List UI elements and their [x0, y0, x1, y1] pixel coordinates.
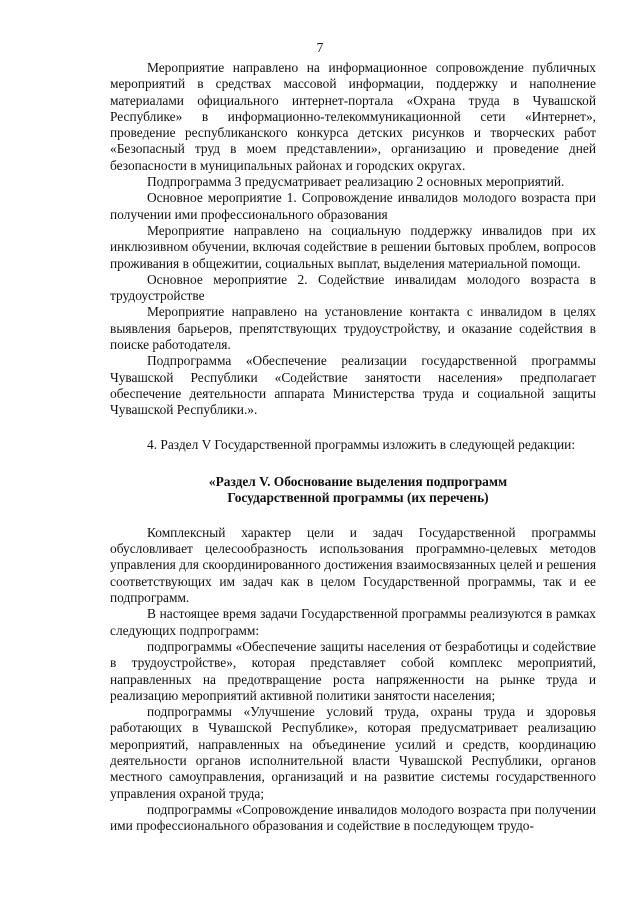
paragraph: Мероприятие направлено на установление контакта с инвалидом в целях выявления барьеров, препятствующих трудоустройству, и оказание содействия в поиске работодателя.	[110, 304, 596, 353]
paragraph: В настоящее время задачи Государственной программы реализуются в рамках следующих подпрограмм:	[110, 606, 596, 638]
paragraph: подпрограммы «Обеспечение защиты населения от безработицы и содействие в трудоустройстве», которая представляет собой комплекс мероприятий, направленных на предотвращение роста напряженности на рынке труда и реализацию мероприятий активной политики занятости населения;	[110, 638, 596, 703]
amendment-item-4: 4. Раздел V Государственной программы изложить в следующей редакции:	[147, 436, 576, 452]
document-body	[110, 60, 596, 834]
paragraph: Подпрограмма 3 предусматривает реализацию 2 основных мероприятий.	[147, 174, 565, 190]
paragraph: Основное мероприятие 1. Сопровождение инвалидов молодого возраста при получении ими профессионального образования	[110, 190, 596, 222]
paragraph: Мероприятие направлено на социальную поддержку инвалидов при их инклюзивном обучении, включая содействие в решении бытовых проблем, вопросов проживания в общежитии, социальных выплат, выделения материальной помощи.	[110, 222, 596, 271]
paragraph: Подпрограмма «Обеспечение реализации государственной программы Чувашской Республики «Содействие занятости населения» предполагает обеспечение деятельности аппарата Министерства труда и социальной защиты Чувашской Республики.».	[110, 353, 596, 418]
section-heading-line-2: Государственной программы (их перечень)	[227, 489, 489, 505]
paragraph: Мероприятие направлено на информационное сопровождение публичных мероприятий в средствах массовой информации, поддержку и наполнение материалами официального интернет-портала «Охрана труда в Чувашской Республике» в информационно-телекоммуникационной сети «Интернет», проведение республиканского конкурса детских рисунков и творческих работ «Безопасный труд в моем представлении», организацию и проведение дней безопасности в муниципальных районах и городских округах.	[110, 60, 596, 173]
paragraph: Основное мероприятие 2. Содействие инвалидам молодого возраста в трудоустройстве	[110, 271, 596, 304]
page-number: 7	[316, 40, 324, 55]
section-heading-line-1: «Раздел V. Обоснование выделения подпрограмм	[208, 473, 508, 489]
paragraph: подпрограммы «Улучшение условий труда, охраны труда и здоровья работающих в Чувашской Республике», которая предусматривает реализацию мероприятий, направленных на объединение усилий и средств, координацию деятельности органов исполнительной власти Чувашской Республики, органов местного самоуправления, организаций и на развитие системы государственного управления охраной труда;	[110, 704, 596, 801]
paragraph: подпрограммы «Сопровождение инвалидов молодого возраста при получении ими профессионального образования и содействие в последующем трудо-	[110, 801, 596, 834]
paragraph: Комплексный характер цели и задач Государственной программы обусловливает целесообразность использования программно-целевых методов управления для скоординированного достижения взаимосвязанных целей и решения соответствующих им задач как в целом Государственной программы, так и ее подпрограмм.	[110, 524, 596, 606]
